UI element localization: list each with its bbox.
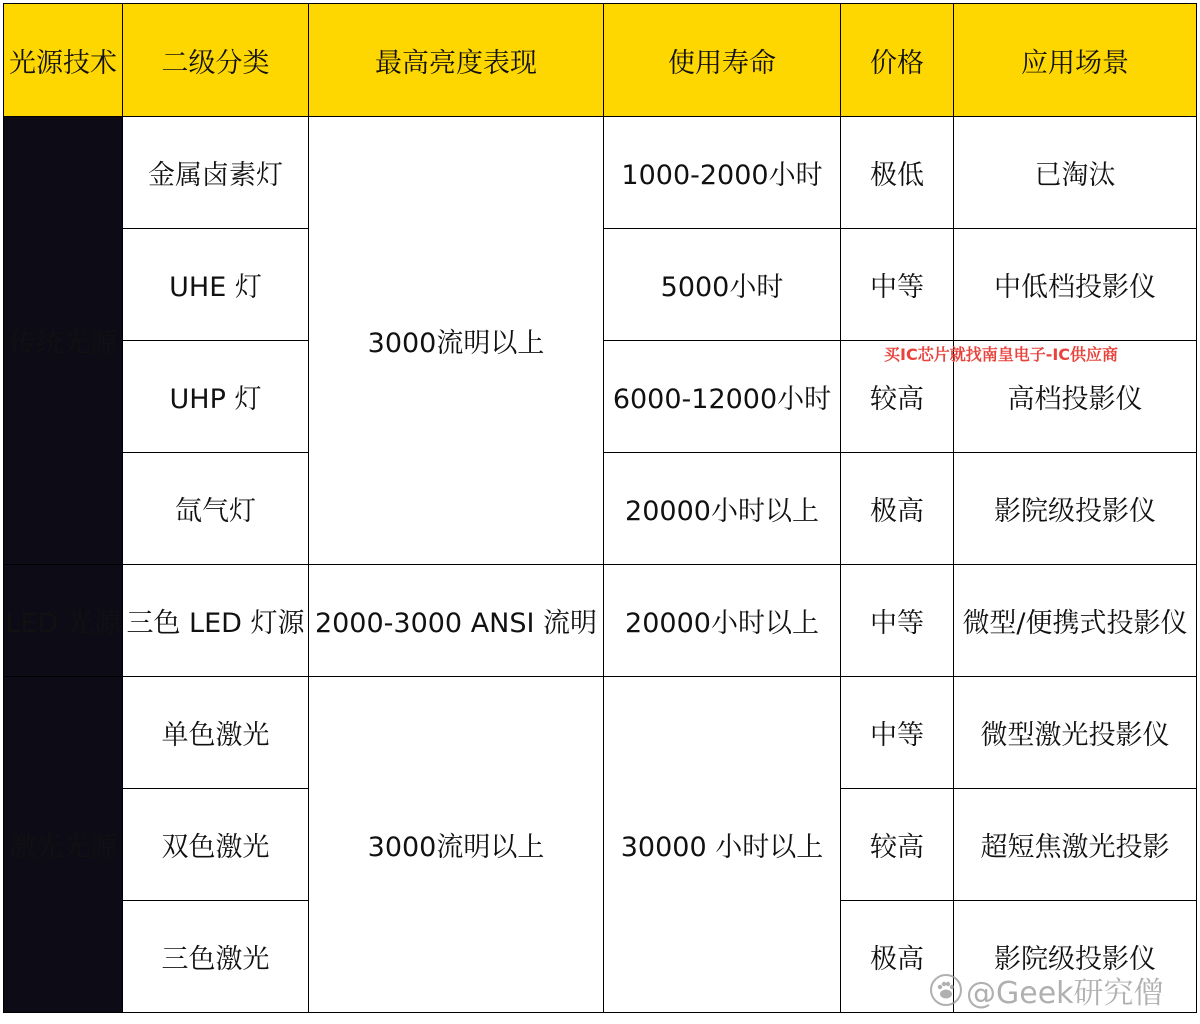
brightness-cell: 3000流明以上 — [309, 677, 604, 1013]
brightness-cell: 2000-3000 ANSI 流明 — [309, 565, 604, 677]
application-cell: 中低档投影仪 — [954, 229, 1197, 341]
table-row — [4, 565, 1197, 677]
seller-watermark: 买IC芯片就找南皇电子-IC供应商 — [884, 345, 1119, 364]
paw-icon — [930, 974, 962, 1006]
subtype-cell: 氙气灯 — [123, 453, 309, 565]
account-watermark-text: @Geek研究僧 — [966, 976, 1164, 1011]
lifespan-cell: 20000小时以上 — [604, 453, 841, 565]
price-cell: 极高 — [841, 901, 954, 1013]
lifespan-cell: 20000小时以上 — [604, 565, 841, 677]
account-watermark — [930, 968, 1164, 1012]
subtype-cell: 三色激光 — [123, 901, 309, 1013]
price-cell: 中等 — [841, 677, 954, 789]
header-row — [4, 4, 1197, 117]
header-lifespan: 使用寿命 — [604, 4, 841, 117]
subtype-cell: UHP 灯 — [123, 341, 309, 453]
price-cell: 中等 — [841, 565, 954, 677]
category-traditional: 传统光源 — [4, 117, 123, 565]
subtype-cell: UHE 灯 — [123, 229, 309, 341]
category-laser: 激光光源 — [4, 677, 123, 1013]
lifespan-cell: 30000 小时以上 — [604, 677, 841, 1013]
header-application: 应用场景 — [954, 4, 1197, 117]
table-row — [4, 677, 1197, 789]
subtype-cell: 三色 LED 灯源 — [123, 565, 309, 677]
lifespan-cell: 1000-2000小时 — [604, 117, 841, 229]
application-cell: 已淘汰 — [954, 117, 1197, 229]
price-cell: 较高 — [841, 341, 954, 453]
subtype-cell: 单色激光 — [123, 677, 309, 789]
lifespan-cell: 6000-12000小时 — [604, 341, 841, 453]
price-cell: 极高 — [841, 453, 954, 565]
header-light-tech: 光源技术 — [4, 4, 123, 117]
lifespan-cell: 5000小时 — [604, 229, 841, 341]
table-row — [4, 117, 1197, 229]
subtype-cell: 金属卤素灯 — [123, 117, 309, 229]
price-cell: 极低 — [841, 117, 954, 229]
light-source-comparison-table — [3, 3, 1197, 1013]
header-max-brightness: 最高亮度表现 — [309, 4, 604, 117]
application-cell: 微型/便携式投影仪 — [954, 565, 1197, 677]
application-cell: 超短焦激光投影 — [954, 789, 1197, 901]
application-cell: 影院级投影仪 — [954, 901, 1197, 1013]
header-subcategory: 二级分类 — [123, 4, 309, 117]
header-price: 价格 — [841, 4, 954, 117]
price-cell: 中等 — [841, 229, 954, 341]
price-cell: 较高 — [841, 789, 954, 901]
subtype-cell: 双色激光 — [123, 789, 309, 901]
application-cell: 影院级投影仪 — [954, 453, 1197, 565]
category-led: LED 光源 — [4, 565, 123, 677]
brightness-cell: 3000流明以上 — [309, 117, 604, 565]
application-cell: 高档投影仪 — [954, 341, 1197, 453]
application-cell: 微型激光投影仪 — [954, 677, 1197, 789]
